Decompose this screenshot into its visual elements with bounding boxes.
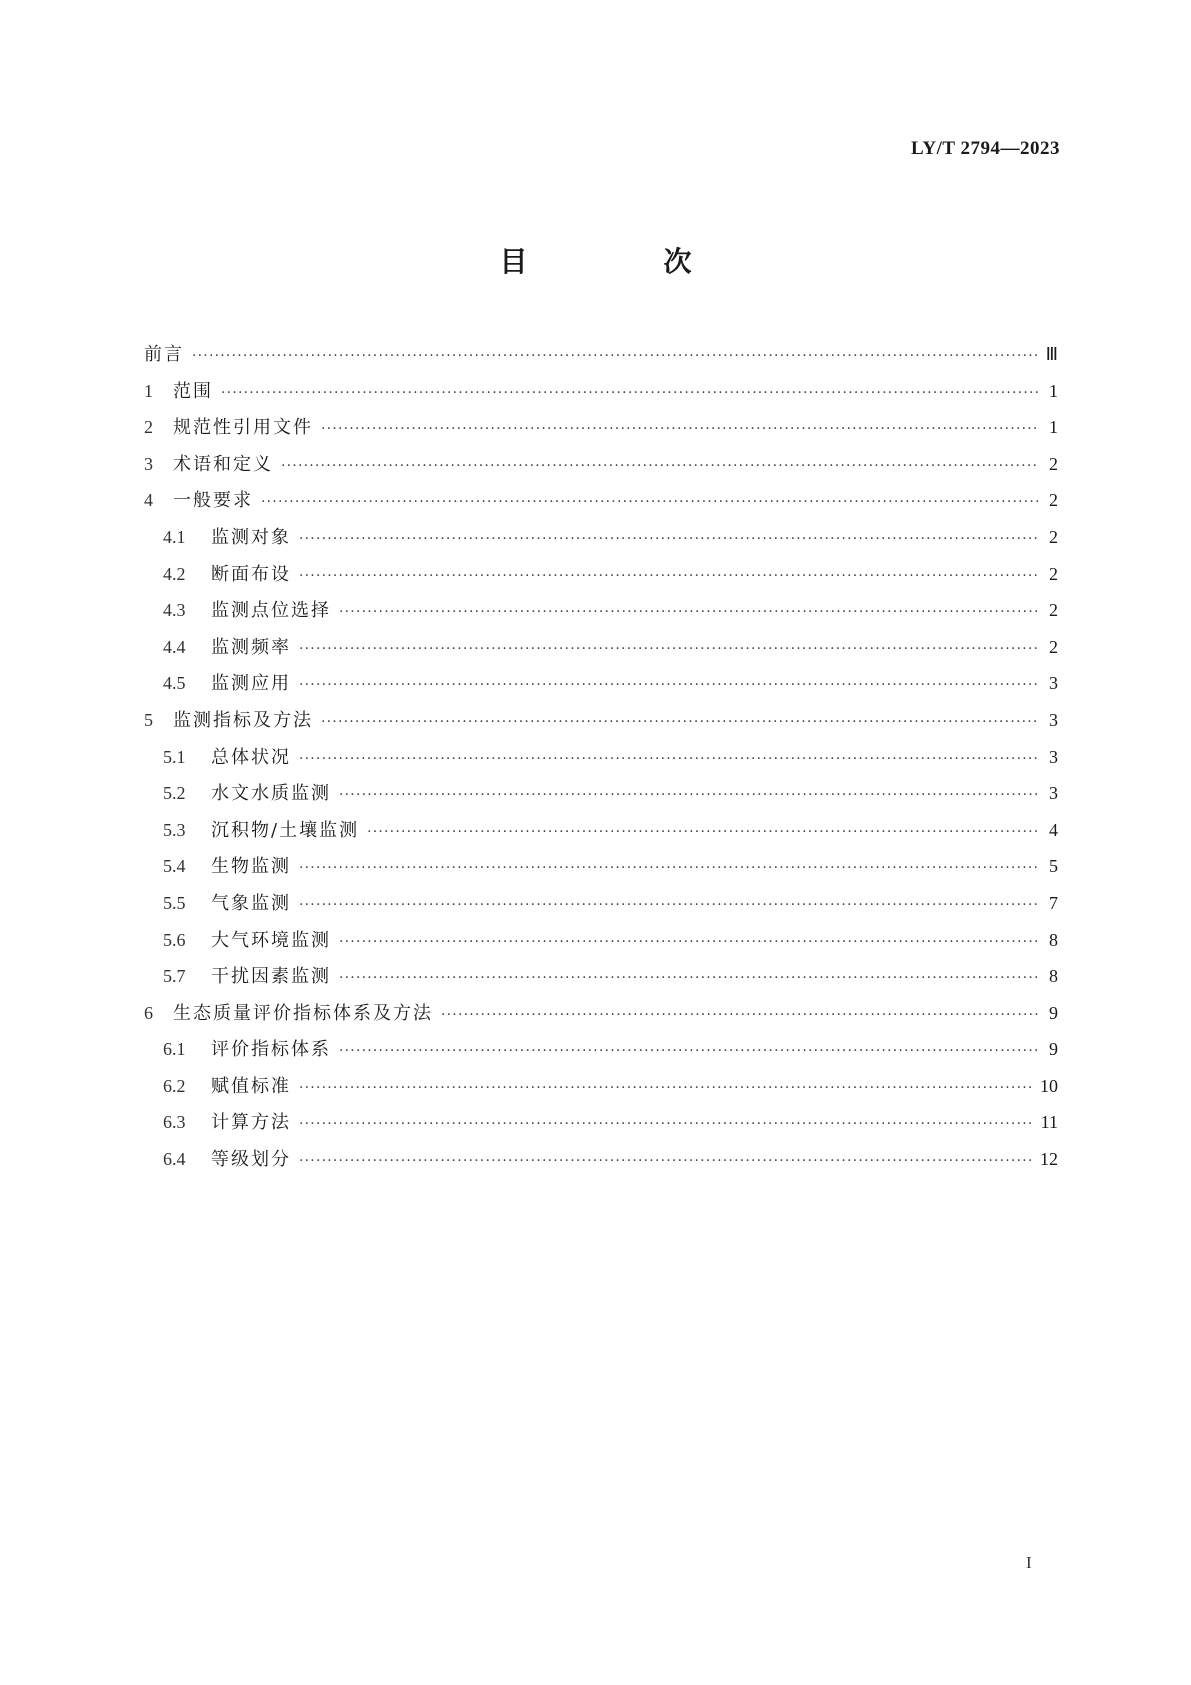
toc-entry-label: 监测频率 [211, 636, 291, 658]
toc-entry-number: 5.6 [163, 929, 186, 950]
toc-entry-page: 12 [1040, 1149, 1058, 1170]
toc-entry-label: 前言 [144, 344, 184, 365]
toc-entry[interactable] [144, 519, 1058, 556]
toc-leader-dots [339, 960, 1038, 997]
toc-entry-page: 9 [1049, 1002, 1058, 1023]
toc-entry-label: 一般要求 [173, 490, 253, 512]
toc-entry-label: 气象监测 [211, 892, 291, 914]
toc-leader-dots [299, 1143, 1034, 1180]
toc-leader-dots [441, 997, 1038, 1034]
toc-leader-dots [339, 594, 1038, 631]
toc-entry-page: 3 [1049, 783, 1058, 804]
toc-entry-label: 监测对象 [211, 526, 291, 548]
toc-entry[interactable] [144, 629, 1058, 666]
toc-entry[interactable] [144, 556, 1058, 593]
toc-entry-label: 监测点位选择 [211, 600, 331, 622]
toc-entry-label: 监测指标及方法 [173, 709, 313, 731]
page-number: I [1026, 1553, 1032, 1572]
toc-leader-dots [192, 338, 1038, 375]
toc-leader-dots [299, 558, 1038, 595]
toc-entry-page: 2 [1049, 563, 1058, 584]
toc-entry-number: 5.2 [163, 783, 186, 804]
toc-entry[interactable] [144, 739, 1058, 776]
toc-entry[interactable] [144, 958, 1058, 995]
toc-entry-label: 赋值标准 [211, 1075, 291, 1097]
toc-entry[interactable] [144, 775, 1058, 812]
toc-entry[interactable] [144, 409, 1058, 446]
toc-entry[interactable] [144, 812, 1058, 849]
toc-entry-page: 1 [1049, 380, 1058, 401]
toc-entry-page: 7 [1049, 892, 1058, 913]
toc-entry[interactable] [144, 995, 1058, 1032]
toc-leader-dots [299, 887, 1038, 924]
toc-entry-number: 5 [144, 709, 153, 730]
toc-entry[interactable] [144, 1141, 1058, 1178]
toc-entry-number: 3 [144, 453, 153, 474]
toc-entry[interactable] [144, 373, 1058, 410]
toc-entry-number: 1 [144, 380, 153, 401]
toc-entry-label: 计算方法 [211, 1112, 291, 1134]
toc-leader-dots [339, 924, 1038, 961]
toc-leader-dots [281, 448, 1038, 485]
toc-entry-number: 6 [144, 1002, 153, 1023]
toc-entry-page: 4 [1049, 819, 1058, 840]
toc-entry-label: 干扰因素监测 [211, 966, 331, 988]
toc-entry[interactable] [144, 848, 1058, 885]
toc-leader-dots [339, 777, 1038, 814]
toc-entry[interactable] [144, 482, 1058, 519]
toc-leader-dots [339, 1033, 1038, 1070]
toc-entry-label: 沉积物/土壤监测 [211, 819, 360, 841]
toc-entry-number: 4.5 [163, 673, 186, 694]
toc-entry-number: 5.1 [163, 746, 186, 767]
toc-leader-dots [299, 1070, 1034, 1107]
toc-leader-dots [299, 850, 1038, 887]
toc-entry-page: 2 [1049, 453, 1058, 474]
toc-leader-dots [321, 704, 1038, 741]
toc-entry-page: 2 [1049, 526, 1058, 547]
table-of-contents [144, 336, 1058, 1178]
toc-entry-number: 4.4 [163, 636, 186, 657]
toc-entry-label: 范围 [173, 380, 213, 402]
toc-entry-label: 生物监测 [211, 856, 291, 878]
toc-entry-number: 2 [144, 417, 153, 438]
toc-entry[interactable] [144, 336, 1058, 373]
toc-entry-page: 2 [1049, 600, 1058, 621]
toc-entry-page: 5 [1049, 856, 1058, 877]
toc-leader-dots [321, 411, 1038, 448]
toc-entry-page: 3 [1049, 709, 1058, 730]
toc-entry[interactable] [144, 592, 1058, 629]
toc-entry[interactable] [144, 1031, 1058, 1068]
toc-entry-number: 5.7 [163, 966, 186, 987]
toc-leader-dots [299, 631, 1038, 668]
toc-entry-number: 4.1 [163, 526, 186, 547]
toc-entry-number: 6.2 [163, 1075, 186, 1096]
toc-entry-number: 4.3 [163, 600, 186, 621]
toc-entry-label: 生态质量评价指标体系及方法 [173, 1002, 433, 1024]
toc-entry-number: 6.1 [163, 1039, 186, 1060]
toc-entry-page: 8 [1049, 966, 1058, 987]
toc-entry-label: 评价指标体系 [211, 1039, 331, 1061]
toc-entry-label: 断面布设 [211, 563, 291, 585]
toc-entry-page: 2 [1049, 636, 1058, 657]
toc-entry-number: 5.4 [163, 856, 186, 877]
toc-entry-label: 规范性引用文件 [173, 417, 313, 439]
toc-entry-label: 总体状况 [211, 746, 291, 768]
toc-entry-page: 2 [1049, 490, 1058, 511]
toc-entry-page: 3 [1049, 673, 1058, 694]
toc-entry[interactable] [144, 702, 1058, 739]
toc-entry-number: 4.2 [163, 563, 186, 584]
toc-leader-dots [367, 814, 1038, 851]
toc-leader-dots [299, 521, 1038, 558]
document-code: LY/T 2794—2023 [910, 138, 1060, 159]
toc-entry-page: 9 [1049, 1039, 1058, 1060]
toc-entry-page: 3 [1049, 746, 1058, 767]
toc-entry[interactable] [144, 665, 1058, 702]
toc-entry-number: 5.3 [163, 819, 186, 840]
toc-entry[interactable] [144, 885, 1058, 922]
toc-entry-label: 等级划分 [211, 1149, 291, 1171]
toc-entry-label: 监测应用 [211, 673, 291, 695]
toc-entry-page: 8 [1049, 929, 1058, 950]
toc-entry-page: Ⅲ [1045, 344, 1058, 364]
toc-entry[interactable] [144, 1068, 1058, 1105]
toc-entry-page: 11 [1040, 1112, 1058, 1133]
toc-entry-number: 6.4 [163, 1149, 186, 1170]
toc-leader-dots [299, 667, 1038, 704]
toc-entry-label: 水文水质监测 [211, 783, 331, 805]
toc-entry[interactable] [144, 1104, 1058, 1141]
toc-entry[interactable] [144, 446, 1058, 483]
toc-leader-dots [299, 741, 1038, 778]
toc-leader-dots [261, 484, 1038, 521]
toc-entry-number: 6.3 [163, 1112, 186, 1133]
toc-title: 目 次 [499, 245, 746, 278]
toc-entry-page: 1 [1049, 417, 1058, 438]
toc-leader-dots [299, 1106, 1035, 1143]
toc-entry-label: 大气环境监测 [211, 929, 331, 951]
toc-entry-page: 10 [1040, 1075, 1058, 1096]
toc-entry-label: 术语和定义 [173, 453, 273, 475]
toc-entry-number: 5.5 [163, 892, 186, 913]
toc-entry[interactable] [144, 922, 1058, 959]
toc-leader-dots [221, 375, 1038, 412]
toc-entry-number: 4 [144, 490, 153, 511]
